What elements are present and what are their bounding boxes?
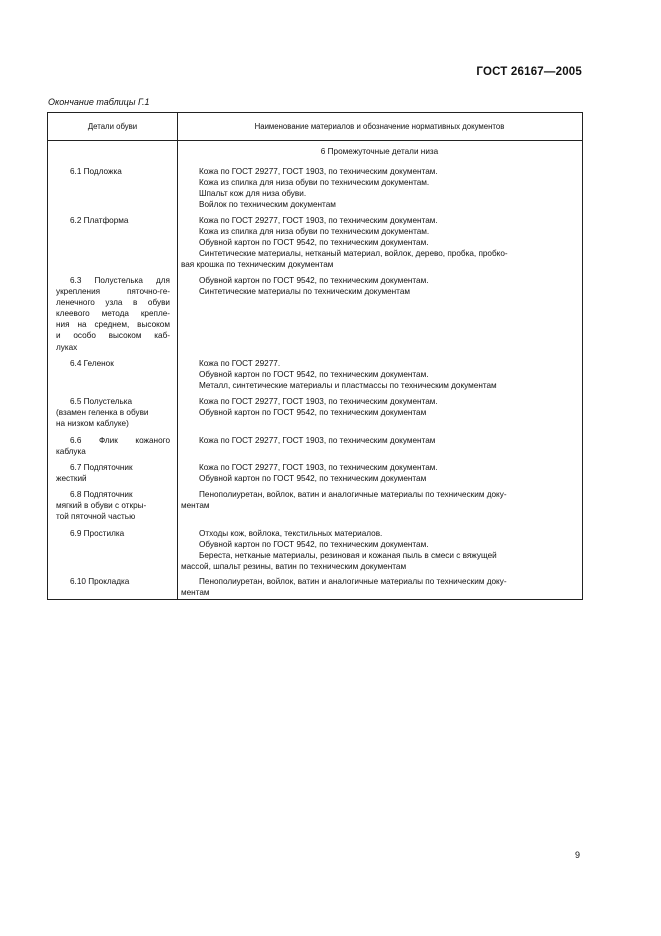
part-line: 6.6 Флик кожаного	[70, 436, 170, 445]
part-line: мягкий в обуви с откры-	[56, 501, 147, 511]
part-line: ленечного узла в обуви	[56, 298, 170, 308]
material-line: Кожа по ГОСТ 29277.	[199, 359, 281, 368]
materials-cell	[181, 215, 577, 270]
materials-cell	[181, 462, 577, 484]
part-line: 6.2 Платформа	[70, 216, 129, 225]
document-code: ГОСТ 26167—2005	[476, 66, 582, 78]
material-line: Кожа по ГОСТ 29277, ГОСТ 1903, по техническим документам.	[199, 397, 438, 406]
part-line: клеевого метода крепле-	[56, 309, 170, 319]
material-line: Синтетические материалы, нетканый материал, войлок, дерево, пробка, пробко-	[199, 249, 508, 259]
part-line: 6.9 Простилка	[70, 529, 125, 538]
part-line: ния на среднем, высоком	[56, 320, 170, 330]
part-line: 6.7 Подпяточник	[70, 463, 133, 472]
material-line: Береста, нетканые материалы, резиновая и кожаная пыль в смеси с вяжущей	[199, 551, 497, 561]
part-line: 6.1 Подложка	[70, 167, 122, 176]
part-line: той пяточной частью	[56, 512, 136, 522]
part-cell	[56, 462, 170, 484]
material-line: Отходы кож, войлока, текстильных материалов.	[199, 529, 383, 538]
material-line: Кожа из спилка для низа обуви по техническим документам.	[199, 227, 430, 237]
material-line: Войлок по техническим документам	[199, 200, 336, 210]
part-cell	[56, 435, 170, 457]
part-cell	[56, 528, 170, 539]
materials-cell	[181, 489, 577, 511]
material-line: Обувной картон по ГОСТ 9542, по техническим документам.	[199, 276, 429, 285]
materials-table	[47, 112, 583, 600]
material-line: Кожа по ГОСТ 29277, ГОСТ 1903, по техническим документам.	[199, 216, 438, 225]
part-cell	[56, 358, 170, 369]
part-cell	[56, 576, 170, 587]
part-cell	[56, 396, 170, 429]
page-number: 9	[575, 850, 581, 860]
table-header	[48, 113, 582, 141]
material-line: Синтетические материалы по техническим документам	[199, 287, 411, 297]
part-line: луках	[56, 342, 78, 352]
part-line: укрепления пяточно-ге-	[56, 287, 170, 297]
material-line: ментам	[181, 588, 210, 598]
material-line: Кожа по ГОСТ 29277, ГОСТ 1903, по техническим документам.	[199, 167, 438, 176]
part-line: на низком каблуке)	[56, 419, 129, 429]
part-line: каблука	[56, 447, 86, 457]
section-title: 6 Промежуточные детали низа	[320, 147, 439, 156]
part-line: и особо высоком каб-	[56, 331, 170, 341]
materials-cell	[181, 275, 577, 297]
material-line: Кожа по ГОСТ 29277, ГОСТ 1903, по техническим документам.	[199, 463, 438, 472]
part-cell	[56, 275, 170, 353]
part-line: жесткий	[56, 474, 87, 484]
part-line: 6.10 Прокладка	[70, 577, 130, 586]
materials-cell	[181, 528, 577, 572]
material-line: Обувной картон по ГОСТ 9542, по техническим документам	[199, 474, 427, 484]
part-cell	[56, 489, 170, 522]
column-header-parts: Детали обуви	[87, 122, 138, 131]
table-caption: Окончание таблицы Г.1	[48, 97, 150, 107]
part-line: 6.5 Полустелька	[70, 397, 133, 406]
material-line: Шпальт кож для низа обуви.	[199, 189, 307, 199]
material-line: Кожа по ГОСТ 29277, ГОСТ 1903, по техническим документам	[199, 436, 436, 445]
materials-cell	[181, 358, 577, 391]
part-cell	[56, 215, 170, 226]
material-line: Металл, синтетические материалы и пластмассы по техническим документам	[199, 381, 497, 391]
materials-cell	[181, 435, 577, 446]
material-line: ментам	[181, 501, 210, 511]
material-line: Обувной картон по ГОСТ 9542, по техническим документам.	[199, 540, 429, 550]
part-line: 6.3 Полустелька для	[70, 276, 170, 285]
material-line: массой, шпальт резины, ватин по техническим документам	[181, 562, 407, 572]
part-line: 6.8 Подпяточник	[70, 490, 133, 499]
materials-cell	[181, 576, 577, 598]
material-line: Пенополиуретан, войлок, ватин и аналогичные материалы по техническим доку-	[199, 490, 507, 499]
materials-cell	[181, 396, 577, 418]
material-line: Кожа из спилка для низа обуви по техническим документам.	[199, 178, 430, 188]
column-header-materials: Наименование материалов и обозначение нормативных документов	[254, 122, 505, 131]
material-line: Обувной картон по ГОСТ 9542, по техническим документам.	[199, 370, 429, 380]
material-line: Обувной картон по ГОСТ 9542, по техническим документам	[199, 408, 427, 418]
column-divider	[177, 113, 178, 599]
part-line: (взамен геленка в обуви	[56, 408, 149, 418]
part-cell	[56, 166, 170, 177]
part-line: 6.4 Геленок	[70, 359, 114, 368]
materials-cell	[181, 166, 577, 210]
material-line: Пенополиуретан, войлок, ватин и аналогичные материалы по техническим доку-	[199, 577, 507, 586]
material-line: Обувной картон по ГОСТ 9542, по техническим документам.	[199, 238, 429, 248]
material-line: вая крошка по техническим документам	[181, 260, 334, 270]
